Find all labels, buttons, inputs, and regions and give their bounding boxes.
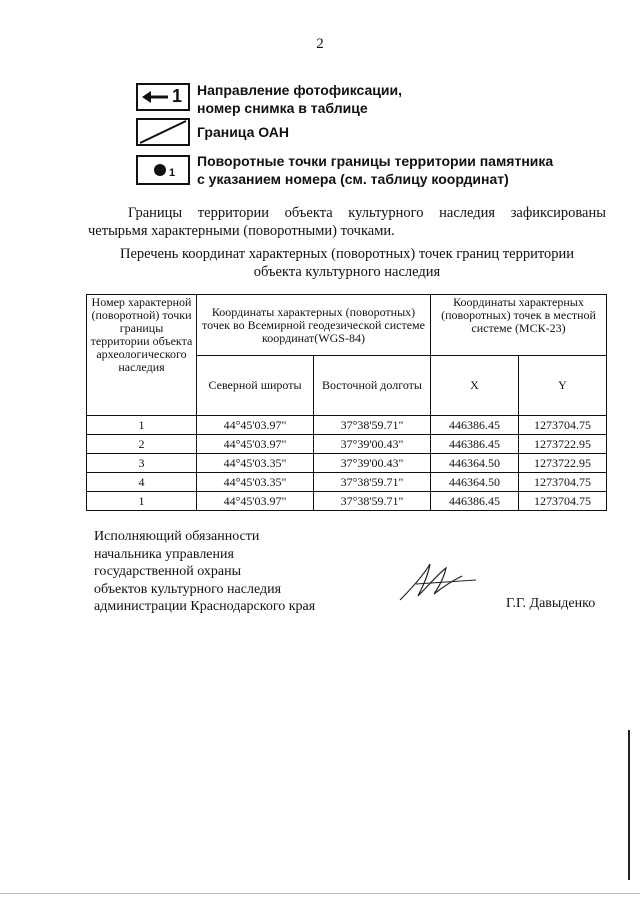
cell-x: 446386.45 — [431, 416, 519, 435]
table-row — [87, 435, 607, 454]
cell-longitude: 37°38'59.71" — [314, 416, 431, 435]
cell-y: 1273722.95 — [519, 454, 607, 473]
legend-point-number: 1 — [169, 167, 176, 179]
cell-latitude: 44°45'03.35" — [197, 473, 314, 492]
legend-point-text — [197, 152, 553, 188]
handwritten-signature — [394, 560, 484, 606]
list-title-line1: Перечень координат характерных (поворотных) точек границ территории — [119, 246, 575, 262]
legend-arrow-number: 1 — [172, 86, 183, 106]
header-longitude: Восточной долготы — [314, 356, 431, 416]
table-row — [87, 492, 607, 511]
table-row — [87, 416, 607, 435]
cell-latitude: 44°45'03.97" — [197, 435, 314, 454]
signatory-line: администрации Краснодарского края — [94, 599, 316, 614]
legend-arrow-line1: Направление фотофиксации, — [197, 82, 402, 98]
cell-longitude: 37°38'59.71" — [314, 492, 431, 511]
header-x: X — [431, 356, 519, 416]
page-number: 2 — [316, 36, 324, 52]
legend-point-line2: с указанием номера (см. таблицу координат) — [197, 171, 509, 187]
cell-x: 446364.50 — [431, 473, 519, 492]
signatory-name: Г.Г. Давыденко — [506, 596, 596, 611]
coordinates-table — [86, 294, 607, 511]
header-msk-group: Координаты характерных (поворотных) точек в местной системе (МСК-23) — [431, 295, 607, 356]
cell-y: 1273704.75 — [519, 416, 607, 435]
header-wgs-group: Координаты характерных (поворотных) точек во Всемирной геодезической системе координат(WGS-84) — [197, 295, 431, 356]
signatory-line: Исполняющий обязанности — [94, 529, 260, 544]
legend-boundary-box — [136, 118, 190, 146]
cell-latitude: 44°45'03.97" — [197, 416, 314, 435]
boundary-line-icon — [138, 120, 188, 144]
coordinates-list-title — [88, 245, 606, 281]
signatory-line: начальника управления — [94, 546, 234, 562]
table-row — [87, 454, 607, 473]
legend-point-box — [136, 155, 190, 185]
list-title-line2: объекта культурного наследия — [253, 264, 441, 280]
legend-arrow-line2: номер снимка в таблице — [197, 100, 368, 116]
cell-point-number: 3 — [87, 454, 197, 473]
legend-arrow-box — [136, 83, 190, 111]
boundary-paragraph: Границы территории объекта культурного наследия зафиксированы четырьмя характерными (поворотными) точками. — [88, 205, 606, 239]
scan-edge-mark — [628, 730, 630, 880]
scan-bottom-line — [0, 893, 640, 894]
header-y: Y — [519, 356, 607, 416]
cell-x: 446386.45 — [431, 435, 519, 454]
cell-x: 446364.50 — [431, 454, 519, 473]
cell-x: 446386.45 — [431, 492, 519, 511]
legend-point-line1: Поворотные точки границы территории памятника — [197, 153, 554, 169]
legend-boundary-text: Граница ОАН — [197, 124, 290, 140]
cell-longitude: 37°39'00.43" — [314, 435, 431, 454]
cell-longitude: 37°39'00.43" — [314, 454, 431, 473]
cell-point-number: 1 — [87, 492, 197, 511]
signatory-line: государственной охраны — [94, 564, 242, 579]
cell-point-number: 1 — [87, 416, 197, 435]
cell-latitude: 44°45'03.97" — [197, 492, 314, 511]
header-point-number: Номер характерной (поворотной) точки границы территории объекта археологического наследия — [87, 295, 197, 416]
turning-point-icon — [138, 157, 188, 183]
cell-y: 1273722.95 — [519, 435, 607, 454]
cell-longitude: 37°38'59.71" — [314, 473, 431, 492]
table-row — [87, 473, 607, 492]
cell-latitude: 44°45'03.35" — [197, 454, 314, 473]
legend-arrow-text — [197, 81, 402, 117]
cell-point-number: 4 — [87, 473, 197, 492]
header-latitude: Северной широты — [197, 356, 314, 416]
cell-point-number: 2 — [87, 435, 197, 454]
signatory-title — [94, 528, 315, 616]
cell-y: 1273704.75 — [519, 473, 607, 492]
cell-y: 1273704.75 — [519, 492, 607, 511]
signatory-line: объектов культурного наследия — [94, 581, 282, 597]
